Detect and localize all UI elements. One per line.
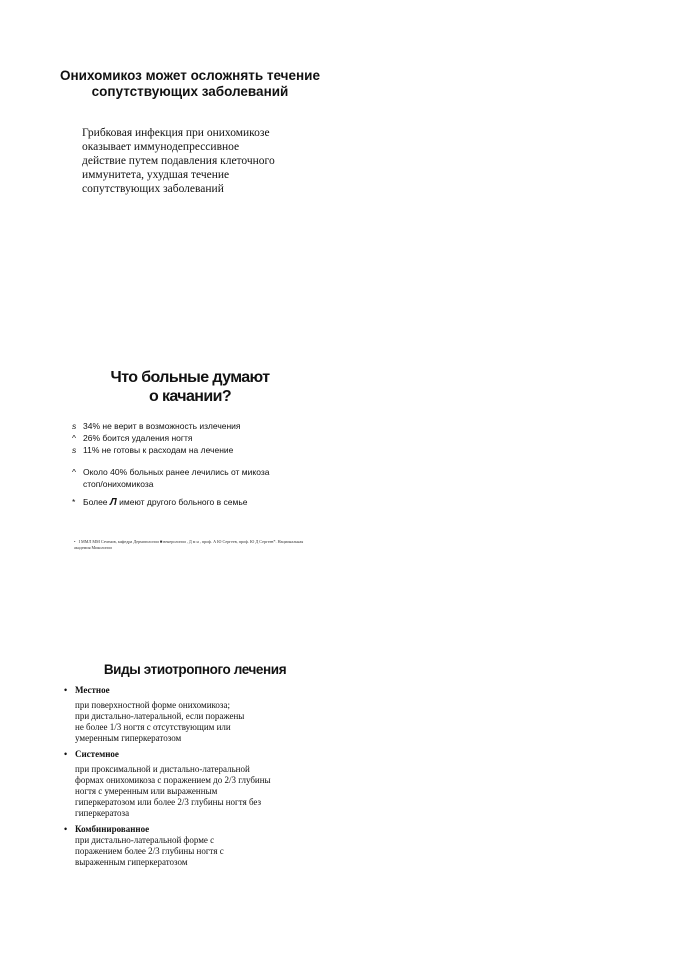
list-item-strong: Л [109, 497, 117, 508]
treatment-heading-text: Системное [75, 749, 119, 759]
bullet-marker: * [72, 497, 76, 507]
bullet-marker: • [64, 749, 68, 759]
bullet-marker: • [64, 824, 68, 834]
list-item-text: 26% боится удаления ногтя [83, 433, 193, 443]
bullet-marker: s [72, 445, 77, 455]
list-item [72, 420, 283, 432]
description-line: гиперкератоза [75, 808, 130, 818]
treatment-item [64, 684, 324, 744]
footnote-text: I ММЛ ММ Сеченов, кафедра Дерматологии ■ венерологии , Д м н , проф. А Ю Сергеев, проф. Ю Д Сергеев*. Национальная академия Микологии [74, 539, 304, 550]
description-line: ногтя с умеренным или выраженным [75, 786, 218, 796]
bullet-marker: ^ [72, 433, 76, 443]
list-item-text: 11% не готовы к расходам на лечение [83, 445, 234, 455]
list-item [72, 444, 283, 456]
treatment-description [64, 700, 324, 744]
survey-list [72, 420, 283, 509]
list-item-suffix: имеют другого больного в семье [119, 497, 248, 507]
treatment-heading [64, 684, 324, 696]
list-item-text: 34% не верит в возможность излечения [83, 421, 241, 431]
bullet-marker: ^ [72, 467, 76, 477]
list-item [72, 496, 283, 509]
description-line: умеренным гиперкератозом [75, 733, 182, 743]
list-item [72, 432, 283, 444]
description-line: не более 1/3 ногтя с отсутствующим или [75, 722, 231, 732]
list-item-prefix: Более [83, 497, 108, 507]
slide-2-title-line-1: Что больные думают [110, 369, 270, 386]
treatment-heading-text: Комбинированное [75, 824, 150, 834]
list-item-text: Около 40% больных ранее лечились от микоза стоп/онихомикоза [83, 467, 270, 489]
slide-2-title-line-2: о качании? [148, 388, 232, 405]
treatment-heading [64, 748, 324, 760]
treatment-heading-text: Местное [75, 685, 110, 695]
description-line: формах онихомикоза с поражением до 2/3 глубины [75, 775, 271, 785]
description-line: выраженным гиперкератозом [75, 857, 188, 867]
description-line: при поверхностной форме онихомикоза; [75, 700, 230, 710]
list-item [72, 466, 283, 490]
bullet-marker: s [72, 421, 77, 431]
slide-2-title [60, 368, 320, 406]
description-line: поражением более 2/3 глубины ногтя с [75, 846, 224, 856]
description-line: при дистально-латеральной форме с [75, 835, 215, 845]
bullet-marker: • [64, 685, 68, 695]
description-line: гиперкератозом или более 2/3 глубины ногтя без [75, 797, 262, 807]
footnote-bullet: • [74, 539, 76, 544]
treatment-heading [64, 823, 324, 835]
slide-1-body: Грибковая инфекция при онихомикозе оказывает иммунодепрессивное действие путем подавления клеточного иммунитета, ухудшая течение сопутствующих заболеваний [82, 127, 275, 195]
treatment-list [64, 684, 324, 872]
treatment-description [64, 835, 324, 868]
treatment-description [64, 764, 324, 819]
slide-3-title: Виды этиотропного лечения [103, 662, 287, 677]
description-line: при дистально-латеральной, если поражены [75, 711, 245, 721]
description-line: при проксимальной и дистально-латеральной [75, 764, 250, 774]
treatment-item [64, 823, 324, 868]
treatment-item [64, 748, 324, 819]
slide-1-title: Онихомикоз может осложнять течение сопутствующих заболеваний [60, 68, 320, 99]
footnote [74, 539, 310, 551]
